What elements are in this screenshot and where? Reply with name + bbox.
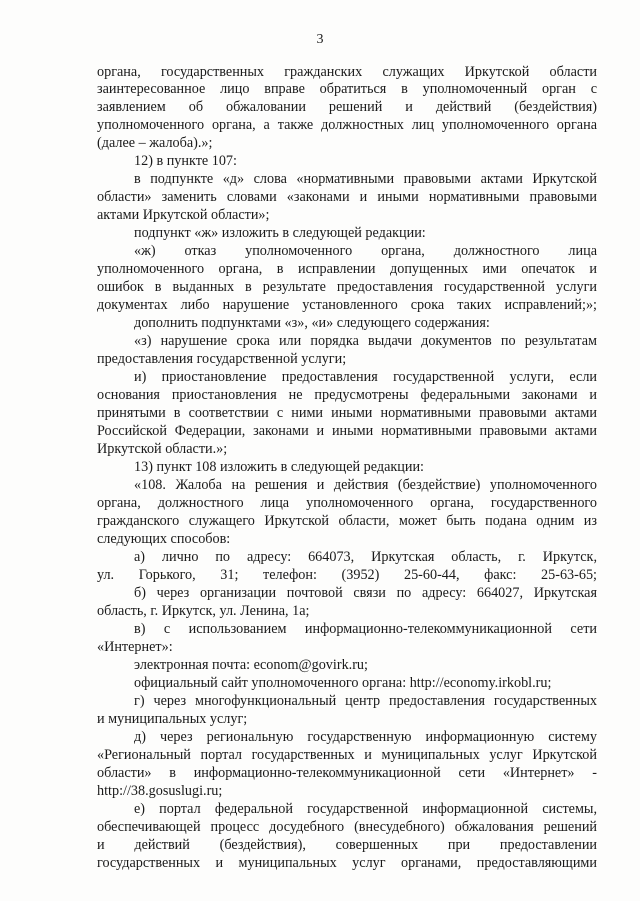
- page-number: 3: [316, 32, 324, 47]
- text-line: области» в информационно-телекоммуникационной сети «Интернет» -: [97, 765, 597, 781]
- text-line: подпункт «ж» изложить в следующей редакции:: [134, 225, 426, 241]
- text-line: «ж) отказ уполномоченного органа, должностного лица: [134, 243, 597, 259]
- text-line: б) через организации почтовой связи по адресу: 664027, Иркутская: [134, 585, 597, 601]
- text-line: и) приостановление предоставления государственной услуги, если: [134, 369, 597, 385]
- text-line: документах либо нарушение установленного срока таких исправлений;»;: [97, 297, 597, 313]
- text-line: гражданского служащего Иркутской области, может быть подана одним из: [97, 513, 597, 529]
- text-line: принятыми в соответствии с ними иными нормативными правовыми актами: [97, 405, 597, 421]
- text-line: г) через многофункциональный центр предоставления государственных: [134, 693, 597, 709]
- text-line: предоставления государственной услуги;: [97, 351, 347, 367]
- text-line: официальный сайт уполномоченного органа: http://economy.irkobl.ru;: [134, 675, 552, 691]
- text-line: ошибок в выданных в результате предоставления государственной услуги: [97, 279, 597, 295]
- text-line: а) лично по адресу: 664073, Иркутская область, г. Иркутск,: [134, 549, 597, 565]
- text-line: ул. Горького, 31; телефон: (3952) 25-60-44, факс: 25-63-65;: [97, 567, 597, 583]
- text-line: обеспечивающей процесс досудебного (внесудебного) обжалования решений: [97, 819, 597, 835]
- text-line: 13) пункт 108 изложить в следующей редакции:: [134, 459, 424, 475]
- text-line: актами Иркутской области»;: [97, 207, 270, 223]
- text-line: 12) в пункте 107:: [134, 153, 237, 169]
- text-line: Иркутской области.»;: [97, 441, 228, 457]
- text-line: «Интернет»:: [97, 639, 173, 655]
- text-line: органа, должностного лица уполномоченного органа, государственного: [97, 495, 597, 511]
- text-line: следующих способов:: [97, 531, 231, 547]
- text-line: основания приостановления не предусмотрены федеральными законами и: [97, 387, 597, 403]
- text-line: Российской Федерации, законами и иными нормативными правовыми актами: [97, 423, 597, 439]
- text-line: и муниципальных услуг;: [97, 711, 248, 727]
- text-line: заинтересованное лицо вправе обратиться в уполномоченный орган с: [97, 81, 597, 97]
- text-line: и действий (бездействия), совершенных при предоставлении: [97, 837, 597, 853]
- text-line: «108. Жалоба на решения и действия (бездействие) уполномоченного: [134, 477, 597, 493]
- text-line: область, г. Иркутск, ул. Ленина, 1а;: [97, 603, 310, 619]
- text-line: «з) нарушение срока или порядка выдачи документов по результатам: [134, 333, 597, 349]
- text-line: е) портал федеральной государственной информационной системы,: [134, 801, 597, 817]
- text-line: в) с использованием информационно-телекоммуникационной сети: [134, 621, 597, 637]
- text-line: органа, государственных гражданских служащих Иркутской области: [97, 64, 597, 80]
- text-line: в подпункте «д» слова «нормативными правовыми актами Иркутской: [134, 171, 597, 187]
- text-line: дополнить подпунктами «з», «и» следующего содержания:: [134, 315, 490, 331]
- text-line: заявлением об обжаловании решений и действий (бездействия): [97, 99, 597, 115]
- text-line: (далее – жалоба).»;: [97, 135, 213, 151]
- text-line: области» заменить словами «законами и иными нормативными правовыми: [97, 189, 597, 205]
- text-line: «Региональный портал государственных и муниципальных услуг Иркутской: [97, 747, 597, 763]
- text-line: государственных и муниципальных услуг органами, предоставляющими: [97, 855, 597, 871]
- text-line: уполномоченного органа, в исправлении допущенных ими опечаток и: [97, 261, 597, 277]
- text-line: уполномоченного органа, а также должностных лиц уполномоченного органа: [97, 117, 597, 133]
- text-line: д) через региональную государственную информационную систему: [134, 729, 597, 745]
- text-line: http://38.gosuslugi.ru;: [97, 783, 223, 799]
- text-line: электронная почта: econom@govirk.ru;: [134, 657, 368, 673]
